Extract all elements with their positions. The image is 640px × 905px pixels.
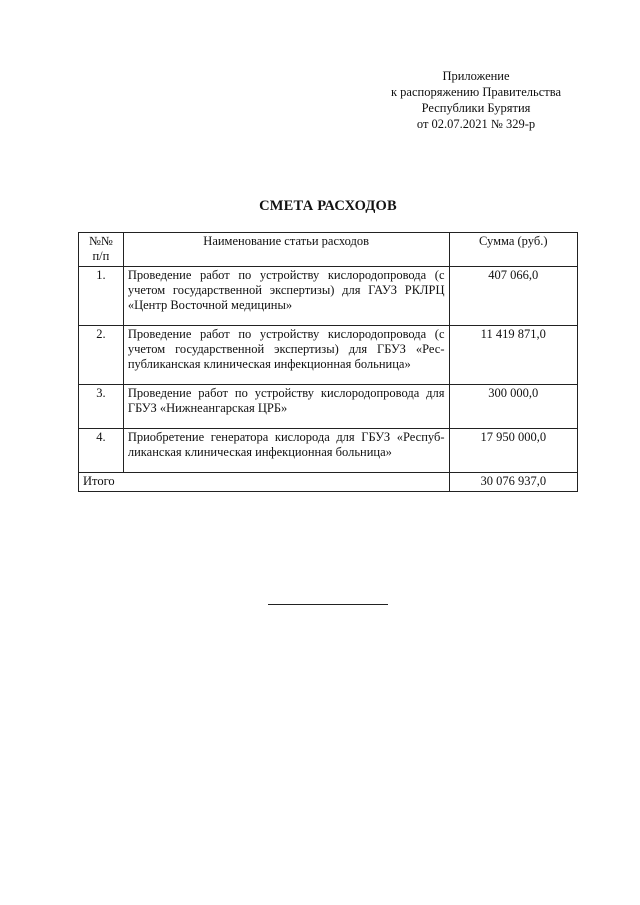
row-number: 4. [79,429,124,473]
appendix-block [360,68,592,132]
row-amount: 17 950 000,0 [449,429,578,473]
table-total-row [79,473,578,492]
table-row [79,429,578,473]
row-amount: 300 000,0 [449,385,578,429]
row-number: 3. [79,385,124,429]
row-item-name: Проведение работ по устройству кислородопровода (с учетом государственной экспертизы) для ГАУЗ РКЛРЦ «Центр Восточной медицины» [123,267,449,326]
row-item-name: Приобретение генератора кислорода для ГБУЗ «Респуб-ликанская клиническая инфекционная больница» [123,429,449,473]
document-title: СМЕТА РАСХОДОВ [259,198,397,214]
appendix-line-order: к распоряжению Правительства [390,85,561,99]
row-number: 2. [79,326,124,385]
row-amount: 11 419 871,0 [449,326,578,385]
total-label: Итого [79,473,450,492]
row-item-name: Проведение работ по устройству кислородопровода для ГБУЗ «Нижнеангарская ЦРБ» [123,385,449,429]
appendix-line-title: Приложение [442,69,510,83]
expense-table [78,232,578,492]
row-amount: 407 066,0 [449,267,578,326]
table-row [79,326,578,385]
table-header-row [79,233,578,267]
table-row [79,267,578,326]
header-number: №№ п/п [79,233,124,267]
row-number: 1. [79,267,124,326]
header-amount: Сумма (руб.) [449,233,578,267]
total-amount: 30 076 937,0 [449,473,578,492]
appendix-line-date: от 02.07.2021 № 329-р [416,117,536,131]
appendix-line-republic: Республики Бурятия [421,101,531,115]
header-item-name: Наименование статьи расходов [123,233,449,267]
closing-rule [268,604,388,605]
row-item-name: Проведение работ по устройству кислородопровода (с учетом государственной экспертизы) для ГБУЗ «Рес-публиканская клиническая инфекционная больница» [123,326,449,385]
table-row [79,385,578,429]
